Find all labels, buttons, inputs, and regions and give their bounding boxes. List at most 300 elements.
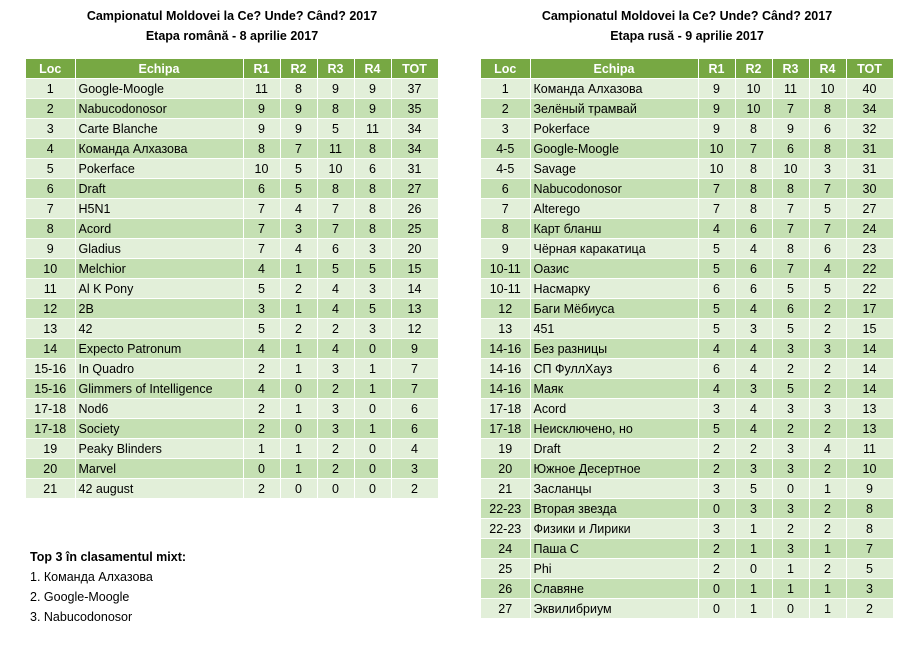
loc-cell: 26 <box>481 579 530 599</box>
right-subtitle: Etapa rusă - 9 aprilie 2017 <box>610 29 764 43</box>
loc-cell: 8 <box>481 219 530 239</box>
r3-cell: 10 <box>772 159 809 179</box>
table-row <box>481 159 893 179</box>
r4-cell: 2 <box>809 299 846 319</box>
r2-cell: 8 <box>735 159 772 179</box>
r2-cell: 1 <box>735 519 772 539</box>
r3-cell: 7 <box>772 99 809 119</box>
r3-cell: 3 <box>772 459 809 479</box>
loc-cell: 1 <box>26 79 75 99</box>
team-cell: Вторая звезда <box>530 499 698 519</box>
loc-cell: 4-5 <box>481 139 530 159</box>
r4-cell: 1 <box>354 379 391 399</box>
team-cell: Паша С <box>530 539 698 559</box>
r1-cell: 3 <box>698 519 735 539</box>
column-header-total: TOT <box>846 59 893 79</box>
r1-cell: 0 <box>698 599 735 619</box>
r1-cell: 8 <box>243 139 280 159</box>
top3-item: 3. Nabucodonosor <box>30 610 133 624</box>
team-cell: Draft <box>75 179 243 199</box>
loc-cell: 5 <box>26 159 75 179</box>
r4-cell: 4 <box>809 439 846 459</box>
r3-cell: 6 <box>772 299 809 319</box>
loc-cell: 10-11 <box>481 259 530 279</box>
r4-cell: 0 <box>354 339 391 359</box>
r1-cell: 4 <box>698 219 735 239</box>
r3-cell: 2 <box>317 379 354 399</box>
r2-cell: 3 <box>735 459 772 479</box>
total-cell: 2 <box>846 599 893 619</box>
left-title: Campionatul Moldovei la Ce? Unde? Când? 2017 <box>86 9 378 23</box>
table-row <box>481 79 893 99</box>
r1-cell: 4 <box>243 259 280 279</box>
r4-cell: 6 <box>809 239 846 259</box>
table-row <box>26 79 438 99</box>
r3-cell: 11 <box>772 79 809 99</box>
r1-cell: 6 <box>698 359 735 379</box>
table-row <box>481 599 893 619</box>
total-cell: 14 <box>846 379 893 399</box>
total-cell: 6 <box>391 399 438 419</box>
r1-cell: 11 <box>243 79 280 99</box>
r1-cell: 7 <box>698 179 735 199</box>
loc-cell: 19 <box>26 439 75 459</box>
total-cell: 14 <box>846 359 893 379</box>
team-cell: H5N1 <box>75 199 243 219</box>
table-row <box>26 239 438 259</box>
loc-cell: 19 <box>481 439 530 459</box>
total-cell: 24 <box>846 219 893 239</box>
total-cell: 32 <box>846 119 893 139</box>
r2-cell: 1 <box>280 439 317 459</box>
table-row <box>26 159 438 179</box>
loc-cell: 17-18 <box>481 399 530 419</box>
top3-mixed-ranking <box>30 547 186 627</box>
column-header-r4: R4 <box>809 59 846 79</box>
table-row <box>26 219 438 239</box>
r4-cell: 3 <box>354 319 391 339</box>
r4-cell: 6 <box>809 119 846 139</box>
column-header-r2: R2 <box>280 59 317 79</box>
r2-cell: 0 <box>735 559 772 579</box>
r3-cell: 3 <box>317 419 354 439</box>
table-row <box>26 339 438 359</box>
r3-cell: 9 <box>317 79 354 99</box>
r1-cell: 7 <box>243 199 280 219</box>
r3-cell: 8 <box>772 239 809 259</box>
r4-cell: 7 <box>809 219 846 239</box>
r4-cell: 6 <box>354 159 391 179</box>
r2-cell: 2 <box>735 439 772 459</box>
loc-cell: 13 <box>26 319 75 339</box>
loc-cell: 1 <box>481 79 530 99</box>
table-row <box>481 479 893 499</box>
r4-cell: 8 <box>809 99 846 119</box>
table-row <box>26 99 438 119</box>
table-row <box>481 499 893 519</box>
table-row <box>26 439 438 459</box>
r1-cell: 7 <box>243 219 280 239</box>
table-row <box>26 319 438 339</box>
total-cell: 11 <box>846 439 893 459</box>
table-row <box>26 299 438 319</box>
table-row <box>481 239 893 259</box>
r1-cell: 5 <box>698 259 735 279</box>
r1-cell: 2 <box>698 539 735 559</box>
r3-cell: 7 <box>772 219 809 239</box>
r4-cell: 8 <box>354 139 391 159</box>
team-cell: Засланцы <box>530 479 698 499</box>
loc-cell: 15-16 <box>26 359 75 379</box>
r2-cell: 8 <box>735 179 772 199</box>
r3-cell: 2 <box>772 419 809 439</box>
r4-cell: 1 <box>809 579 846 599</box>
team-cell: 451 <box>530 319 698 339</box>
loc-cell: 15-16 <box>26 379 75 399</box>
r3-cell: 4 <box>317 339 354 359</box>
total-cell: 23 <box>846 239 893 259</box>
column-header-r1: R1 <box>243 59 280 79</box>
team-cell: Marvel <box>75 459 243 479</box>
r3-cell: 1 <box>772 579 809 599</box>
total-cell: 40 <box>846 79 893 99</box>
total-cell: 4 <box>391 439 438 459</box>
total-cell: 12 <box>391 319 438 339</box>
r3-cell: 7 <box>317 219 354 239</box>
r2-cell: 1 <box>735 579 772 599</box>
loc-cell: 21 <box>481 479 530 499</box>
r2-cell: 3 <box>735 499 772 519</box>
r3-cell: 2 <box>772 359 809 379</box>
r3-cell: 5 <box>317 259 354 279</box>
table-row <box>481 339 893 359</box>
total-cell: 31 <box>846 159 893 179</box>
r1-cell: 10 <box>698 159 735 179</box>
r1-cell: 7 <box>243 239 280 259</box>
r2-cell: 4 <box>735 399 772 419</box>
table-row <box>26 119 438 139</box>
table-row <box>26 419 438 439</box>
loc-cell: 27 <box>481 599 530 619</box>
team-cell: Glimmers of Intelligence <box>75 379 243 399</box>
r1-cell: 0 <box>698 579 735 599</box>
r2-cell: 8 <box>280 79 317 99</box>
team-cell: Nod6 <box>75 399 243 419</box>
table-row <box>481 519 893 539</box>
table-row <box>481 439 893 459</box>
table-row <box>481 319 893 339</box>
total-cell: 9 <box>391 339 438 359</box>
r1-cell: 9 <box>698 79 735 99</box>
r4-cell: 3 <box>354 279 391 299</box>
r1-cell: 10 <box>243 159 280 179</box>
r2-cell: 1 <box>280 339 317 359</box>
loc-cell: 20 <box>26 459 75 479</box>
total-cell: 37 <box>391 79 438 99</box>
russian-stage-panel <box>481 0 893 619</box>
total-cell: 34 <box>846 99 893 119</box>
team-cell: Pokerface <box>75 159 243 179</box>
table-row <box>26 479 438 499</box>
loc-cell: 8 <box>26 219 75 239</box>
r4-cell: 3 <box>809 159 846 179</box>
r3-cell: 6 <box>772 139 809 159</box>
r2-cell: 3 <box>280 219 317 239</box>
r2-cell: 3 <box>735 379 772 399</box>
r1-cell: 2 <box>243 399 280 419</box>
r3-cell: 5 <box>772 279 809 299</box>
r1-cell: 3 <box>698 479 735 499</box>
team-cell: Acord <box>530 399 698 419</box>
loc-cell: 17-18 <box>481 419 530 439</box>
r1-cell: 4 <box>243 379 280 399</box>
team-cell: Команда Алхазова <box>75 139 243 159</box>
team-cell: Баги Мёбиуса <box>530 299 698 319</box>
total-cell: 27 <box>391 179 438 199</box>
loc-cell: 24 <box>481 539 530 559</box>
team-cell: Без разницы <box>530 339 698 359</box>
table-row <box>481 559 893 579</box>
loc-cell: 22-23 <box>481 519 530 539</box>
team-cell: Peaky Blinders <box>75 439 243 459</box>
loc-cell: 17-18 <box>26 419 75 439</box>
r1-cell: 0 <box>243 459 280 479</box>
total-cell: 30 <box>846 179 893 199</box>
romanian-stage-table <box>26 59 439 499</box>
r1-cell: 2 <box>243 479 280 499</box>
loc-cell: 21 <box>26 479 75 499</box>
loc-cell: 9 <box>481 239 530 259</box>
total-cell: 13 <box>846 399 893 419</box>
r4-cell: 1 <box>809 539 846 559</box>
romanian-stage-panel <box>26 0 438 499</box>
table-row <box>26 459 438 479</box>
r3-cell: 4 <box>317 279 354 299</box>
total-cell: 22 <box>846 259 893 279</box>
table-row <box>481 359 893 379</box>
header-row <box>481 59 893 79</box>
team-cell: Al K Pony <box>75 279 243 299</box>
loc-cell: 10 <box>26 259 75 279</box>
r3-cell: 9 <box>772 119 809 139</box>
r4-cell: 9 <box>354 79 391 99</box>
r3-cell: 0 <box>772 479 809 499</box>
column-header-r2: R2 <box>735 59 772 79</box>
r2-cell: 4 <box>735 239 772 259</box>
team-cell: Оазис <box>530 259 698 279</box>
r1-cell: 6 <box>698 279 735 299</box>
r2-cell: 5 <box>735 479 772 499</box>
r3-cell: 6 <box>317 239 354 259</box>
total-cell: 31 <box>846 139 893 159</box>
r2-cell: 10 <box>735 99 772 119</box>
r3-cell: 2 <box>317 459 354 479</box>
r4-cell: 2 <box>809 559 846 579</box>
total-cell: 27 <box>846 199 893 219</box>
table-row <box>481 219 893 239</box>
r2-cell: 1 <box>735 599 772 619</box>
loc-cell: 7 <box>26 199 75 219</box>
r1-cell: 2 <box>698 459 735 479</box>
loc-cell: 13 <box>481 319 530 339</box>
team-cell: СП ФуллХауз <box>530 359 698 379</box>
total-cell: 25 <box>391 219 438 239</box>
top3-title: Top 3 în clasamentul mixt: <box>30 550 187 564</box>
r1-cell: 1 <box>243 439 280 459</box>
r2-cell: 5 <box>280 159 317 179</box>
r1-cell: 5 <box>698 419 735 439</box>
r4-cell: 8 <box>354 199 391 219</box>
r1-cell: 5 <box>698 239 735 259</box>
r4-cell: 3 <box>809 339 846 359</box>
team-cell: Google-Moogle <box>530 139 698 159</box>
r2-cell: 2 <box>280 279 317 299</box>
loc-cell: 3 <box>481 119 530 139</box>
r2-cell: 4 <box>735 339 772 359</box>
table-row <box>481 279 893 299</box>
r4-cell: 0 <box>354 439 391 459</box>
total-cell: 14 <box>391 279 438 299</box>
r3-cell: 2 <box>772 519 809 539</box>
r2-cell: 4 <box>735 419 772 439</box>
r3-cell: 5 <box>772 379 809 399</box>
r3-cell: 3 <box>772 439 809 459</box>
column-header-r4: R4 <box>354 59 391 79</box>
total-cell: 3 <box>846 579 893 599</box>
loc-cell: 10-11 <box>481 279 530 299</box>
table-row <box>481 139 893 159</box>
r1-cell: 2 <box>698 559 735 579</box>
table-row <box>26 179 438 199</box>
table-row <box>481 459 893 479</box>
loc-cell: 20 <box>481 459 530 479</box>
table-row <box>26 379 438 399</box>
r2-cell: 8 <box>735 199 772 219</box>
r3-cell: 2 <box>317 319 354 339</box>
total-cell: 10 <box>846 459 893 479</box>
team-cell: Alterego <box>530 199 698 219</box>
r1-cell: 9 <box>698 119 735 139</box>
r1-cell: 2 <box>243 419 280 439</box>
total-cell: 20 <box>391 239 438 259</box>
r3-cell: 10 <box>317 159 354 179</box>
r3-cell: 8 <box>317 99 354 119</box>
r4-cell: 1 <box>809 599 846 619</box>
r4-cell: 5 <box>809 199 846 219</box>
team-cell: Society <box>75 419 243 439</box>
total-cell: 14 <box>846 339 893 359</box>
team-cell: Nabucodonosor <box>530 179 698 199</box>
r2-cell: 7 <box>735 139 772 159</box>
loc-cell: 14-16 <box>481 339 530 359</box>
team-cell: Draft <box>530 439 698 459</box>
table-row <box>481 579 893 599</box>
table-row <box>481 419 893 439</box>
r3-cell: 0 <box>772 599 809 619</box>
r3-cell: 11 <box>317 139 354 159</box>
column-header-team: Echipa <box>75 59 243 79</box>
total-cell: 26 <box>391 199 438 219</box>
r1-cell: 2 <box>243 359 280 379</box>
r2-cell: 6 <box>735 219 772 239</box>
r4-cell: 1 <box>354 419 391 439</box>
team-cell: Маяк <box>530 379 698 399</box>
total-cell: 7 <box>846 539 893 559</box>
right-title: Campionatul Moldovei la Ce? Unde? Când? 2017 <box>541 9 833 23</box>
loc-cell: 22-23 <box>481 499 530 519</box>
team-cell: 42 <box>75 319 243 339</box>
loc-cell: 17-18 <box>26 399 75 419</box>
team-cell: Nabucodonosor <box>75 99 243 119</box>
team-cell: Физики и Лирики <box>530 519 698 539</box>
r4-cell: 0 <box>354 399 391 419</box>
r1-cell: 5 <box>698 319 735 339</box>
loc-cell: 7 <box>481 199 530 219</box>
r1-cell: 5 <box>698 299 735 319</box>
team-cell: Expecto Patronum <box>75 339 243 359</box>
column-header-loc: Loc <box>481 59 530 79</box>
r3-cell: 2 <box>317 439 354 459</box>
team-cell: Карт бланш <box>530 219 698 239</box>
loc-cell: 9 <box>26 239 75 259</box>
loc-cell: 6 <box>481 179 530 199</box>
r2-cell: 9 <box>280 119 317 139</box>
left-subtitle: Etapa română - 8 aprilie 2017 <box>145 29 319 43</box>
r4-cell: 5 <box>809 279 846 299</box>
table-row <box>481 299 893 319</box>
total-cell: 5 <box>846 559 893 579</box>
table-row <box>26 199 438 219</box>
r1-cell: 5 <box>243 279 280 299</box>
loc-cell: 12 <box>481 299 530 319</box>
team-cell: Команда Алхазова <box>530 79 698 99</box>
table-body <box>26 79 438 499</box>
r1-cell: 0 <box>698 499 735 519</box>
table-body <box>481 79 893 619</box>
r3-cell: 3 <box>772 399 809 419</box>
team-cell: Южное Десертное <box>530 459 698 479</box>
total-cell: 8 <box>846 519 893 539</box>
loc-cell: 2 <box>481 99 530 119</box>
r3-cell: 5 <box>317 119 354 139</box>
loc-cell: 12 <box>26 299 75 319</box>
team-cell: Чёрная каракатица <box>530 239 698 259</box>
team-cell: 42 august <box>75 479 243 499</box>
r1-cell: 7 <box>698 199 735 219</box>
r1-cell: 4 <box>243 339 280 359</box>
r4-cell: 3 <box>354 239 391 259</box>
r3-cell: 3 <box>317 359 354 379</box>
r1-cell: 4 <box>698 339 735 359</box>
table-row <box>26 259 438 279</box>
loc-cell: 14-16 <box>481 359 530 379</box>
table-row <box>481 99 893 119</box>
r2-cell: 10 <box>735 79 772 99</box>
r1-cell: 10 <box>698 139 735 159</box>
header-row <box>26 59 438 79</box>
r4-cell: 8 <box>354 219 391 239</box>
r2-cell: 3 <box>735 319 772 339</box>
r2-cell: 6 <box>735 259 772 279</box>
r3-cell: 5 <box>772 319 809 339</box>
total-cell: 34 <box>391 119 438 139</box>
loc-cell: 4-5 <box>481 159 530 179</box>
loc-cell: 2 <box>26 99 75 119</box>
r4-cell: 0 <box>354 479 391 499</box>
team-cell: 2B <box>75 299 243 319</box>
total-cell: 15 <box>391 259 438 279</box>
r4-cell: 8 <box>809 139 846 159</box>
